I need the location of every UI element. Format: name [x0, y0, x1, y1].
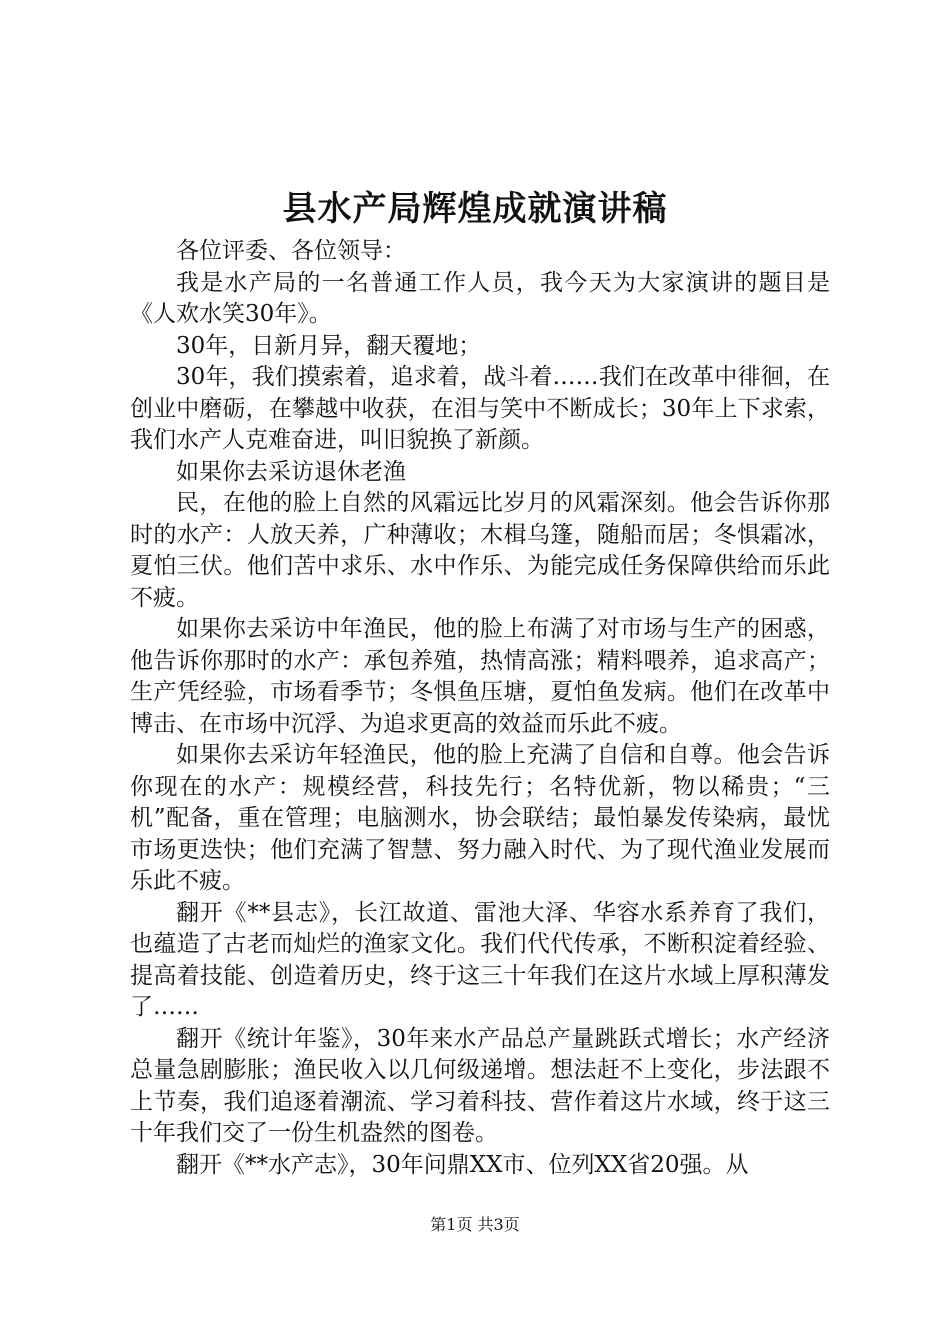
document-title: 县水产局辉煌成就演讲稿: [282, 189, 668, 229]
paragraph: 30年，日新月异，翻天覆地；: [176, 332, 482, 359]
paragraph: 翻开《**水产志》，30年问鼎XX市、位列XX省20强。从: [176, 1151, 749, 1178]
page-number-footer: 第1页 共3页: [430, 1215, 520, 1234]
paragraph: 各位评委、各位领导：: [176, 238, 406, 264]
paragraph: 翻开《**县志》，长江故道、雷池大泽、华容水系养育了我们，也蕴造了古老而灿烂的渔家文化。我们代代传承，不断积淀着经验、提高着技能、创造着历史，终于这三十年我们在这片水域上厚积薄发了……: [130, 899, 830, 1020]
document-body: [130, 236, 830, 1181]
paragraph: 如果你去采访年轻渔民，他的脸上充满了自信和自尊。他会告诉你现在的水产：规模经营，科技先行；名特优新，物以稀贵；“三机”配备，重在管理；电脑测水，协会联结；最怕暴发传染病，最忧市场更迭快；他们充满了智慧、努力融入时代、为了现代渔业发展而乐此不疲。: [130, 742, 830, 894]
paragraph: 翻开《统计年鉴》，30年来水产品总产量跳跃式增长；水产经济总量急剧膨胀；渔民收入以几何级递增。想法赶不上变化，步法跟不上节奏，我们追逐着潮流、学习着科技、营作着这片水域，终于这三十年我们交了一份生机盎然的图卷。: [130, 1025, 830, 1146]
paragraph: 民，在他的脸上自然的风霜远比岁月的风霜深刻。他会告诉你那时的水产：人放天养，广种薄收；木楫乌篷，随船而居；冬惧霜冰，夏怕三伏。他们苦中求乐、水中作乐、为能完成任务保障供给而乐此不疲。: [130, 490, 830, 611]
paragraph: 30年，我们摸索着，追求着，战斗着……我们在改革中徘徊，在创业中磨砺，在攀越中收获，在泪与笑中不断成长；30年上下求索，我们水产人克难奋进，叫旧貌换了新颜。: [130, 364, 830, 453]
paragraph: 如果你去采访中年渔民，他的脸上布满了对市场与生产的困惑，他告诉你那时的水产：承包养殖，热情高涨；精料喂养，追求高产；生产凭经验，市场看季节；冬惧鱼压塘，夏怕鱼发病。他们在改革中博击、在市场中沉浮、为追求更高的效益而乐此不疲。: [130, 616, 830, 737]
paragraph: 我是水产局的一名普通工作人员，我今天为大家演讲的题目是《人欢水笑30年》。: [130, 269, 830, 327]
paragraph: 如果你去采访退休老渔: [176, 458, 406, 485]
